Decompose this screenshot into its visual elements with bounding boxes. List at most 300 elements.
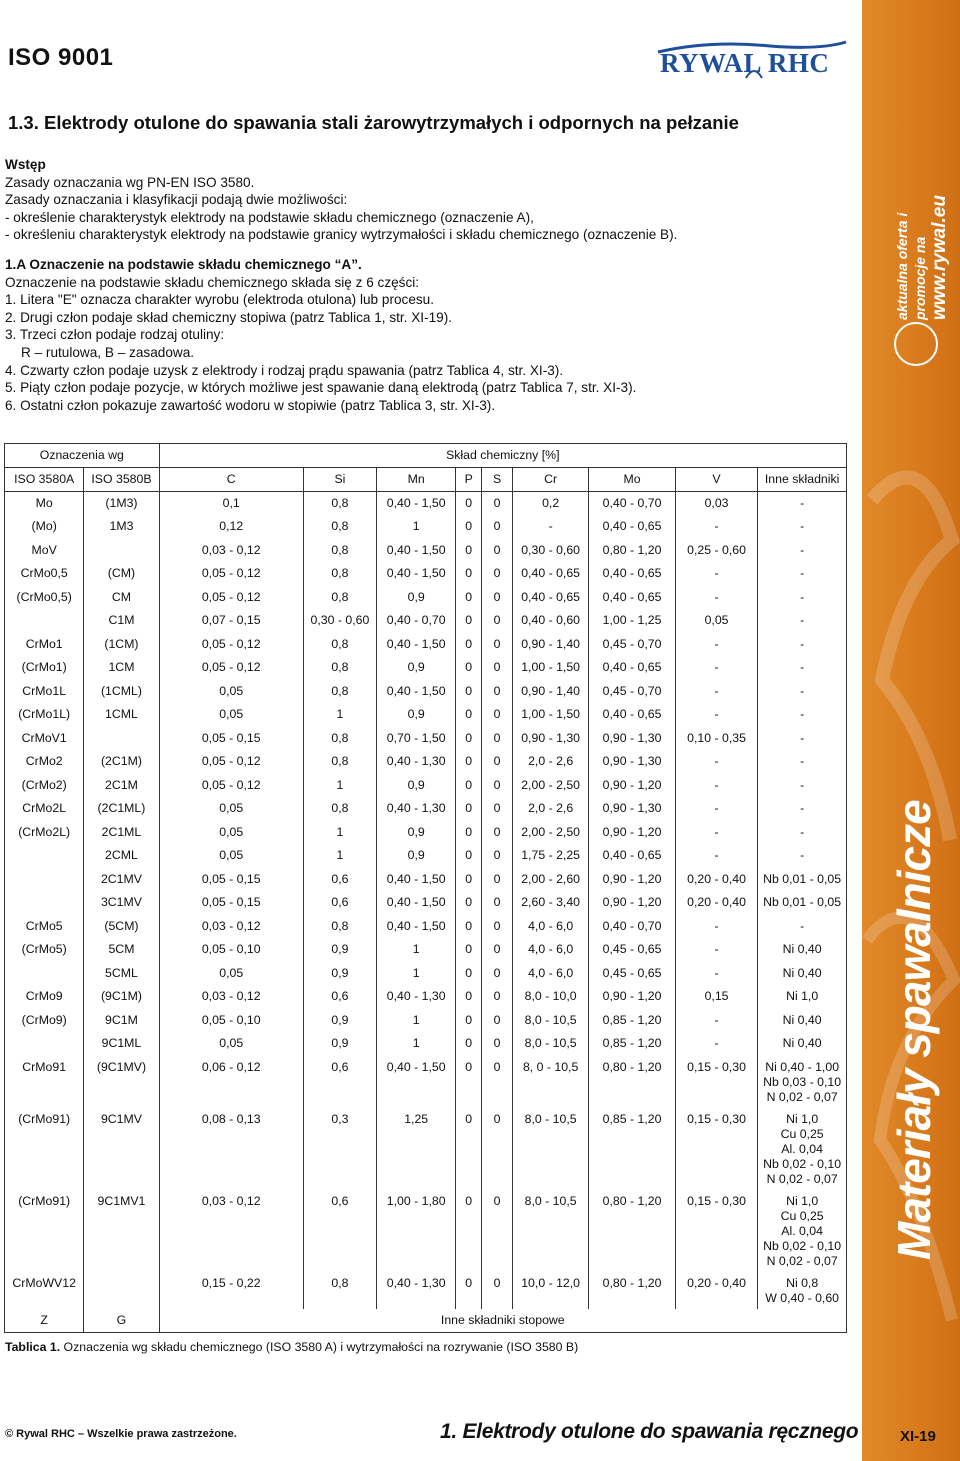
- table-cell: 0,9: [377, 821, 456, 845]
- table-cell: 0,30 - 0,60: [303, 609, 376, 633]
- sidebar-promo-url[interactable]: www.rywal.eu: [929, 195, 950, 320]
- table-cell: 0,40 - 1,50: [377, 539, 456, 563]
- table-cell: 0,40 - 1,30: [377, 1272, 456, 1309]
- intro-heading: Wstęp: [5, 157, 46, 172]
- table-cell: 1: [377, 962, 456, 986]
- table-cell: 1,25: [377, 1108, 456, 1190]
- table-cell: 0,45 - 0,70: [589, 680, 676, 704]
- table-cell: -: [675, 774, 757, 798]
- table-cell: (5CM): [84, 915, 159, 939]
- table-cell: 0,8: [303, 633, 376, 657]
- table-cell: [5, 609, 84, 633]
- table-cell: -: [675, 1032, 757, 1056]
- table-cell: Ni 0,40: [758, 962, 847, 986]
- table-cell: 0,40 - 0,65: [589, 515, 676, 539]
- column-header: Si: [303, 468, 376, 492]
- table-cell: (CrMo0,5): [5, 586, 84, 610]
- table-cell: -: [758, 515, 847, 539]
- table-cell: 0,85 - 1,20: [589, 1108, 676, 1190]
- table-cell: CrMo2: [5, 750, 84, 774]
- table-cell: 0,40 - 0,65: [513, 586, 589, 610]
- table-row: [5, 750, 847, 774]
- table-cell: 1CML: [84, 703, 159, 727]
- table-row: [5, 680, 847, 704]
- table-cell: 0: [482, 1190, 513, 1272]
- table-cell: 0: [482, 492, 513, 516]
- table-cell: 0,6: [303, 1190, 376, 1272]
- table-cell: 0,40 - 1,50: [377, 915, 456, 939]
- table-cell: CrMoV1: [5, 727, 84, 751]
- table-cell: 1CM: [84, 656, 159, 680]
- table-cell: -: [675, 797, 757, 821]
- table-cell: CrMo9: [5, 985, 84, 1009]
- caption-text: Oznaczenia wg składu chemicznego (ISO 3580 A) i wytrzymałości na rozrywanie (ISO 3580 B): [60, 1340, 579, 1354]
- table-cell: -: [758, 609, 847, 633]
- table-cell: 0,8: [303, 492, 376, 516]
- table-cell: (Mo): [5, 515, 84, 539]
- column-header: P: [456, 468, 482, 492]
- table-cell: 0,05 - 0,10: [159, 1009, 303, 1033]
- column-header: Cr: [513, 468, 589, 492]
- table-cell: 0,15 - 0,30: [675, 1056, 757, 1108]
- table-cell: (CrMo91): [5, 1190, 84, 1272]
- table-row: [5, 562, 847, 586]
- table-cell: -: [675, 1009, 757, 1033]
- sidebar-promo-line1: aktualna oferta i promocje na: [894, 212, 928, 320]
- table-cell: 1,00 - 1,80: [377, 1190, 456, 1272]
- intro-line: Zasady oznaczania wg PN-EN ISO 3580.: [5, 174, 255, 190]
- table-row: [5, 1190, 847, 1272]
- table-cell: (CrMo2): [5, 774, 84, 798]
- table-cell: 2C1MV: [84, 868, 159, 892]
- table-cell: 4,0 - 6,0: [513, 915, 589, 939]
- table-cell: 0: [482, 1272, 513, 1309]
- table-row: [5, 1272, 847, 1309]
- subsection-block: [5, 256, 855, 414]
- intro-line: - określeniu charakterystyk elektrody na podstawie granicy wytrzymałości i składu chemicznego (oznaczenie B).: [5, 227, 678, 243]
- table-cell: 0,40 - 1,50: [377, 891, 456, 915]
- table-cell: 0,6: [303, 985, 376, 1009]
- table-cell: 0,40 - 0,65: [589, 656, 676, 680]
- table-cell: 8,0 - 10,0: [513, 985, 589, 1009]
- table-cell: 0: [456, 539, 482, 563]
- table-cell: 0,20 - 0,40: [675, 868, 757, 892]
- subsection-line: 4. Czwarty człon podaje uzysk z elektrody i rodzaj prądu spawania (patrz Tablica 4, str. XI-3).: [5, 362, 564, 378]
- subsection-line: 6. Ostatni człon pokazuje zawartość wodoru w stopiwie (patrz Tablica 3, str. XI-3).: [5, 397, 496, 413]
- table-cell: [5, 1032, 84, 1056]
- table-group-header: [5, 444, 847, 468]
- footer-chapter-title: 1. Elektrody otulone do spawania ręcznego: [440, 1420, 859, 1443]
- table-cell: 0,40 - 0,70: [589, 492, 676, 516]
- table-cell: -: [758, 821, 847, 845]
- table-cell: 0,03 - 0,12: [159, 539, 303, 563]
- table-cell: 0: [456, 938, 482, 962]
- table-cell: 0,8: [303, 680, 376, 704]
- table-cell: 0,90 - 1,30: [589, 727, 676, 751]
- table-cell: 0: [456, 515, 482, 539]
- logo-text: RYWAL RHC: [660, 48, 830, 78]
- table-row: [5, 797, 847, 821]
- composition-table: [4, 443, 847, 1333]
- table-cell: Z: [5, 1309, 84, 1333]
- table-cell: Ni 0,40: [758, 1009, 847, 1033]
- table-cell: 0,6: [303, 868, 376, 892]
- table-cell: 0,05: [159, 844, 303, 868]
- table-cell: 0: [482, 562, 513, 586]
- table-cell: 0,06 - 0,12: [159, 1056, 303, 1108]
- table-cell: 0,25 - 0,60: [675, 539, 757, 563]
- table-cell: 0,05: [159, 797, 303, 821]
- table-cell: 0,05 - 0,12: [159, 656, 303, 680]
- table-cell: 0,05 - 0,15: [159, 727, 303, 751]
- table-cell: 2,00 - 2,60: [513, 868, 589, 892]
- table-cell: 0: [482, 539, 513, 563]
- table-cell: 0,05 - 0,10: [159, 938, 303, 962]
- table-cell: 0: [482, 962, 513, 986]
- column-header: C: [159, 468, 303, 492]
- table-cell: 0: [456, 1009, 482, 1033]
- table-cell: 0: [482, 938, 513, 962]
- table-cell: 0,40 - 0,65: [589, 562, 676, 586]
- table-cell: (9C1M): [84, 985, 159, 1009]
- table-cell: 0,05 - 0,12: [159, 633, 303, 657]
- table-cell: 0: [456, 680, 482, 704]
- table-cell: 1: [303, 774, 376, 798]
- table-cell: Ni 0,8 W 0,40 - 0,60: [758, 1272, 847, 1309]
- table-cell: 1,75 - 2,25: [513, 844, 589, 868]
- table-cell: Mo: [5, 492, 84, 516]
- table-cell: [84, 1272, 159, 1309]
- table-cell: 0: [482, 1056, 513, 1108]
- table-cell: 0,40 - 1,30: [377, 797, 456, 821]
- table-cell: 0,6: [303, 1056, 376, 1108]
- table-cell: 0,8: [303, 727, 376, 751]
- table-cell: 0: [482, 750, 513, 774]
- table-cell: Ni 0,40 - 1,00 Nb 0,03 - 0,10 N 0,02 - 0,07: [758, 1056, 847, 1108]
- table-cell: 1: [377, 1032, 456, 1056]
- table-cell: 8,0 - 10,5: [513, 1032, 589, 1056]
- table-cell: 0: [456, 1032, 482, 1056]
- table-cell: 0: [456, 962, 482, 986]
- table-cell: -: [758, 703, 847, 727]
- table-row: [5, 703, 847, 727]
- table-cell: 0,10 - 0,35: [675, 727, 757, 751]
- table-cell: 0: [456, 821, 482, 845]
- table-cell: (1CML): [84, 680, 159, 704]
- table-cell: 0,45 - 0,65: [589, 938, 676, 962]
- table-cell: [5, 868, 84, 892]
- table-cell: 0: [456, 609, 482, 633]
- table-cell: -: [675, 938, 757, 962]
- table-cell: 0,9: [377, 774, 456, 798]
- table-cell: 0,90 - 1,30: [589, 750, 676, 774]
- table-cell: 0,40 - 0,70: [377, 609, 456, 633]
- table-cell-other-elements: Inne składniki stopowe: [159, 1309, 846, 1333]
- table-cell: (1M3): [84, 492, 159, 516]
- table-cell: 0,05 - 0,15: [159, 891, 303, 915]
- table-row: [5, 539, 847, 563]
- table-cell: 0,8: [303, 797, 376, 821]
- table-cell: CM: [84, 586, 159, 610]
- table-cell: 2,60 - 3,40: [513, 891, 589, 915]
- table-cell: -: [675, 750, 757, 774]
- table-cell: 0,90 - 1,40: [513, 633, 589, 657]
- table-cell: -: [758, 586, 847, 610]
- table-cell: 0,05 - 0,12: [159, 750, 303, 774]
- table-cell: 1,00 - 1,50: [513, 656, 589, 680]
- table-cell: 0: [482, 891, 513, 915]
- table-cell: 0: [482, 985, 513, 1009]
- column-header: S: [482, 468, 513, 492]
- column-header: ISO 3580A: [5, 468, 84, 492]
- table-cell: 1: [303, 821, 376, 845]
- table-cell: 1: [377, 938, 456, 962]
- table-cell: 0: [482, 609, 513, 633]
- table-cell: [84, 539, 159, 563]
- table-cell: 9C1MV: [84, 1108, 159, 1190]
- table-cell: 8,0 - 10,5: [513, 1108, 589, 1190]
- table-cell: 4,0 - 6,0: [513, 938, 589, 962]
- table-cell: 1: [303, 844, 376, 868]
- table-row: [5, 586, 847, 610]
- table-cell: 2,00 - 2,50: [513, 774, 589, 798]
- subsection-line: 2. Drugi człon podaje skład chemiczny stopiwa (patrz Tablica 1, str. XI-19).: [5, 309, 453, 325]
- table-cell: 0,03 - 0,12: [159, 915, 303, 939]
- table-row: [5, 1032, 847, 1056]
- table-row: [5, 915, 847, 939]
- table-cell: 0,40 - 1,50: [377, 492, 456, 516]
- table-cell: 0,12: [159, 515, 303, 539]
- table-cell: (CrMo2L): [5, 821, 84, 845]
- table-row: [5, 727, 847, 751]
- table-cell: 0: [456, 915, 482, 939]
- table-cell: 9C1MV1: [84, 1190, 159, 1272]
- table-cell: 5CML: [84, 962, 159, 986]
- table-column-header: [5, 468, 847, 492]
- table-cell: 0: [482, 774, 513, 798]
- table-cell: (1CM): [84, 633, 159, 657]
- table-cell: 0,1: [159, 492, 303, 516]
- table-row: [5, 891, 847, 915]
- table-cell: 0,05 - 0,12: [159, 562, 303, 586]
- table-cell: 0,40 - 0,60: [513, 609, 589, 633]
- table-cell: 0: [456, 562, 482, 586]
- table-cell: 2CML: [84, 844, 159, 868]
- table-cell: 0,40 - 0,65: [513, 562, 589, 586]
- table-cell: 0,70 - 1,50: [377, 727, 456, 751]
- table-cell: 0,20 - 0,40: [675, 891, 757, 915]
- table-cell: 0: [456, 750, 482, 774]
- intro-line: - określenie charakterystyk elektrody na podstawie składu chemicznego (oznaczenie A),: [5, 209, 534, 225]
- table-cell: 0,40 - 1,50: [377, 1056, 456, 1108]
- table-cell: 0,8: [303, 586, 376, 610]
- table-cell: 0: [456, 1108, 482, 1190]
- table-cell: 0,40 - 1,30: [377, 985, 456, 1009]
- table-cell: 0: [482, 633, 513, 657]
- table-cell: 0: [456, 633, 482, 657]
- table-cell: [5, 891, 84, 915]
- table-cell: 0: [482, 868, 513, 892]
- table-cell: 0,08 - 0,13: [159, 1108, 303, 1190]
- sidebar-logo-icon: [894, 322, 938, 366]
- column-header: Mn: [377, 468, 456, 492]
- table-cell: Ni 1,0 Cu 0,25 Al. 0,04 Nb 0,02 - 0,10 N 0,02 - 0,07: [758, 1108, 847, 1190]
- table-cell: 2,0 - 2,6: [513, 750, 589, 774]
- table-cell: 0,8: [303, 1272, 376, 1309]
- table-cell: 0: [456, 797, 482, 821]
- table-cell: 0,15 - 0,30: [675, 1190, 757, 1272]
- table-cell: Ni 1,0: [758, 985, 847, 1009]
- table-cell: -: [675, 962, 757, 986]
- section-title: 1.3. Elektrody otulone do spawania stali żarowytrzymałych i odpornych na pełzanie: [8, 112, 739, 133]
- table-cell: 0,05 - 0,12: [159, 586, 303, 610]
- table-cell: 0,40 - 1,50: [377, 633, 456, 657]
- table-cell: -: [758, 680, 847, 704]
- table-cell: 0: [456, 586, 482, 610]
- table-cell: 0: [456, 656, 482, 680]
- column-header: V: [675, 468, 757, 492]
- table-cell: 1: [377, 1009, 456, 1033]
- table-cell: 0,8: [303, 915, 376, 939]
- table-cell: 0,90 - 1,20: [589, 985, 676, 1009]
- table-cell: 1: [377, 515, 456, 539]
- table-row: [5, 844, 847, 868]
- table-cell: Ni 1,0 Cu 0,25 Al. 0,04 Nb 0,02 - 0,10 N 0,02 - 0,07: [758, 1190, 847, 1272]
- table-cell: Nb 0,01 - 0,05: [758, 868, 847, 892]
- table-row: [5, 821, 847, 845]
- table-cell: MoV: [5, 539, 84, 563]
- table-cell: (CrMo5): [5, 938, 84, 962]
- table-row: [5, 774, 847, 798]
- table-cell: -: [758, 774, 847, 798]
- table-cell: -: [758, 797, 847, 821]
- table-cell: CrMo1: [5, 633, 84, 657]
- table-cell: (2C1M): [84, 750, 159, 774]
- table-cell: CrMo5: [5, 915, 84, 939]
- table-cell: 9C1ML: [84, 1032, 159, 1056]
- table-cell: 0: [482, 680, 513, 704]
- table-cell: 0,05: [159, 962, 303, 986]
- table-cell: 0,05 - 0,15: [159, 868, 303, 892]
- table-cell: -: [758, 562, 847, 586]
- table-cell: 0: [482, 915, 513, 939]
- table-cell: 0,6: [303, 891, 376, 915]
- table-cell: 1,00 - 1,50: [513, 703, 589, 727]
- table-cell: 0: [482, 821, 513, 845]
- table-cell: Nb 0,01 - 0,05: [758, 891, 847, 915]
- table-cell: 0,90 - 1,20: [589, 774, 676, 798]
- table-cell: 10,0 - 12,0: [513, 1272, 589, 1309]
- subsection-line: R – rutulowa, B – zasadowa.: [21, 344, 195, 360]
- table-row-other: [5, 1309, 847, 1333]
- iso-label: ISO 9001: [8, 44, 114, 71]
- table-cell: 0,8: [303, 515, 376, 539]
- table-cell: (9C1MV): [84, 1056, 159, 1108]
- table-cell: (CrMo1): [5, 656, 84, 680]
- table-cell: -: [675, 844, 757, 868]
- table-cell: 3C1MV: [84, 891, 159, 915]
- table-cell: 8,0 - 10,5: [513, 1009, 589, 1033]
- table-cell: 0,40 - 1,30: [377, 750, 456, 774]
- column-header: Mo: [589, 468, 676, 492]
- table-cell: -: [758, 633, 847, 657]
- table-cell: 0,45 - 0,65: [589, 962, 676, 986]
- table-cell: -: [675, 515, 757, 539]
- table-cell: 0,30 - 0,60: [513, 539, 589, 563]
- subsection-title: 1.A Oznaczenie na podstawie składu chemicznego “A”.: [5, 257, 362, 272]
- table-cell: 0: [482, 844, 513, 868]
- table-cell: [5, 844, 84, 868]
- table-cell: 0,85 - 1,20: [589, 1032, 676, 1056]
- table-cell: -: [675, 915, 757, 939]
- table-cell: 0,40 - 1,50: [377, 562, 456, 586]
- table-cell: CrMo0,5: [5, 562, 84, 586]
- table-cell: CrMoWV12: [5, 1272, 84, 1309]
- table-cell: 0: [482, 1032, 513, 1056]
- table-cell: 2C1ML: [84, 821, 159, 845]
- table-cell: (2C1ML): [84, 797, 159, 821]
- table-cell: 0: [456, 1056, 482, 1108]
- table-cell: 4,0 - 6,0: [513, 962, 589, 986]
- table-cell: 0,05: [675, 609, 757, 633]
- table-cell: -: [758, 539, 847, 563]
- table-row: [5, 492, 847, 516]
- table-cell: Ni 0,40: [758, 938, 847, 962]
- table-cell: 0,15 - 0,22: [159, 1272, 303, 1309]
- table-cell: 0,03 - 0,12: [159, 985, 303, 1009]
- table-cell: 0,90 - 1,20: [589, 821, 676, 845]
- table-cell: -: [758, 844, 847, 868]
- table-row: [5, 515, 847, 539]
- table-cell: 0,03 - 0,12: [159, 1190, 303, 1272]
- table-cell: 0,20 - 0,40: [675, 1272, 757, 1309]
- table-cell: 0,40 - 0,65: [589, 703, 676, 727]
- copyright: © Rywal RHC – Wszelkie prawa zastrzeżone.: [5, 1428, 237, 1440]
- table-row: [5, 868, 847, 892]
- table-cell: 0: [482, 586, 513, 610]
- table-cell: -: [675, 562, 757, 586]
- subsection-line: Oznaczenie na podstawie składu chemicznego składa się z 6 części:: [5, 274, 420, 290]
- table-cell: -: [675, 680, 757, 704]
- table-cell: 0,9: [377, 844, 456, 868]
- table-cell: 0: [482, 515, 513, 539]
- table-cell: 0: [482, 1108, 513, 1190]
- column-header: Inne składniki: [758, 468, 847, 492]
- table-cell: 0: [456, 774, 482, 798]
- table-cell: [84, 727, 159, 751]
- table-cell: 0,40 - 1,50: [377, 680, 456, 704]
- table-cell: 0,90 - 1,30: [513, 727, 589, 751]
- table-cell: (CrMo9): [5, 1009, 84, 1033]
- table-cell: 0,2: [513, 492, 589, 516]
- table-row: [5, 656, 847, 680]
- table-cell: 0,9: [303, 938, 376, 962]
- table-row: [5, 609, 847, 633]
- table-cell: 0,40 - 0,65: [589, 586, 676, 610]
- sidebar-category-label: Materiały spawalnicze: [888, 800, 940, 1260]
- table-cell: 0,90 - 1,20: [589, 868, 676, 892]
- table-cell: 0,90 - 1,20: [589, 891, 676, 915]
- table-cell: 0: [456, 1272, 482, 1309]
- table-cell: 0,40 - 1,50: [377, 868, 456, 892]
- table-row: [5, 962, 847, 986]
- table-cell: 0,8: [303, 750, 376, 774]
- table-cell: 0,07 - 0,15: [159, 609, 303, 633]
- table-cell: CrMo91: [5, 1056, 84, 1108]
- table-cell: 0,8: [303, 539, 376, 563]
- table-cell: 0,05 - 0,12: [159, 774, 303, 798]
- table-cell: 0: [482, 727, 513, 751]
